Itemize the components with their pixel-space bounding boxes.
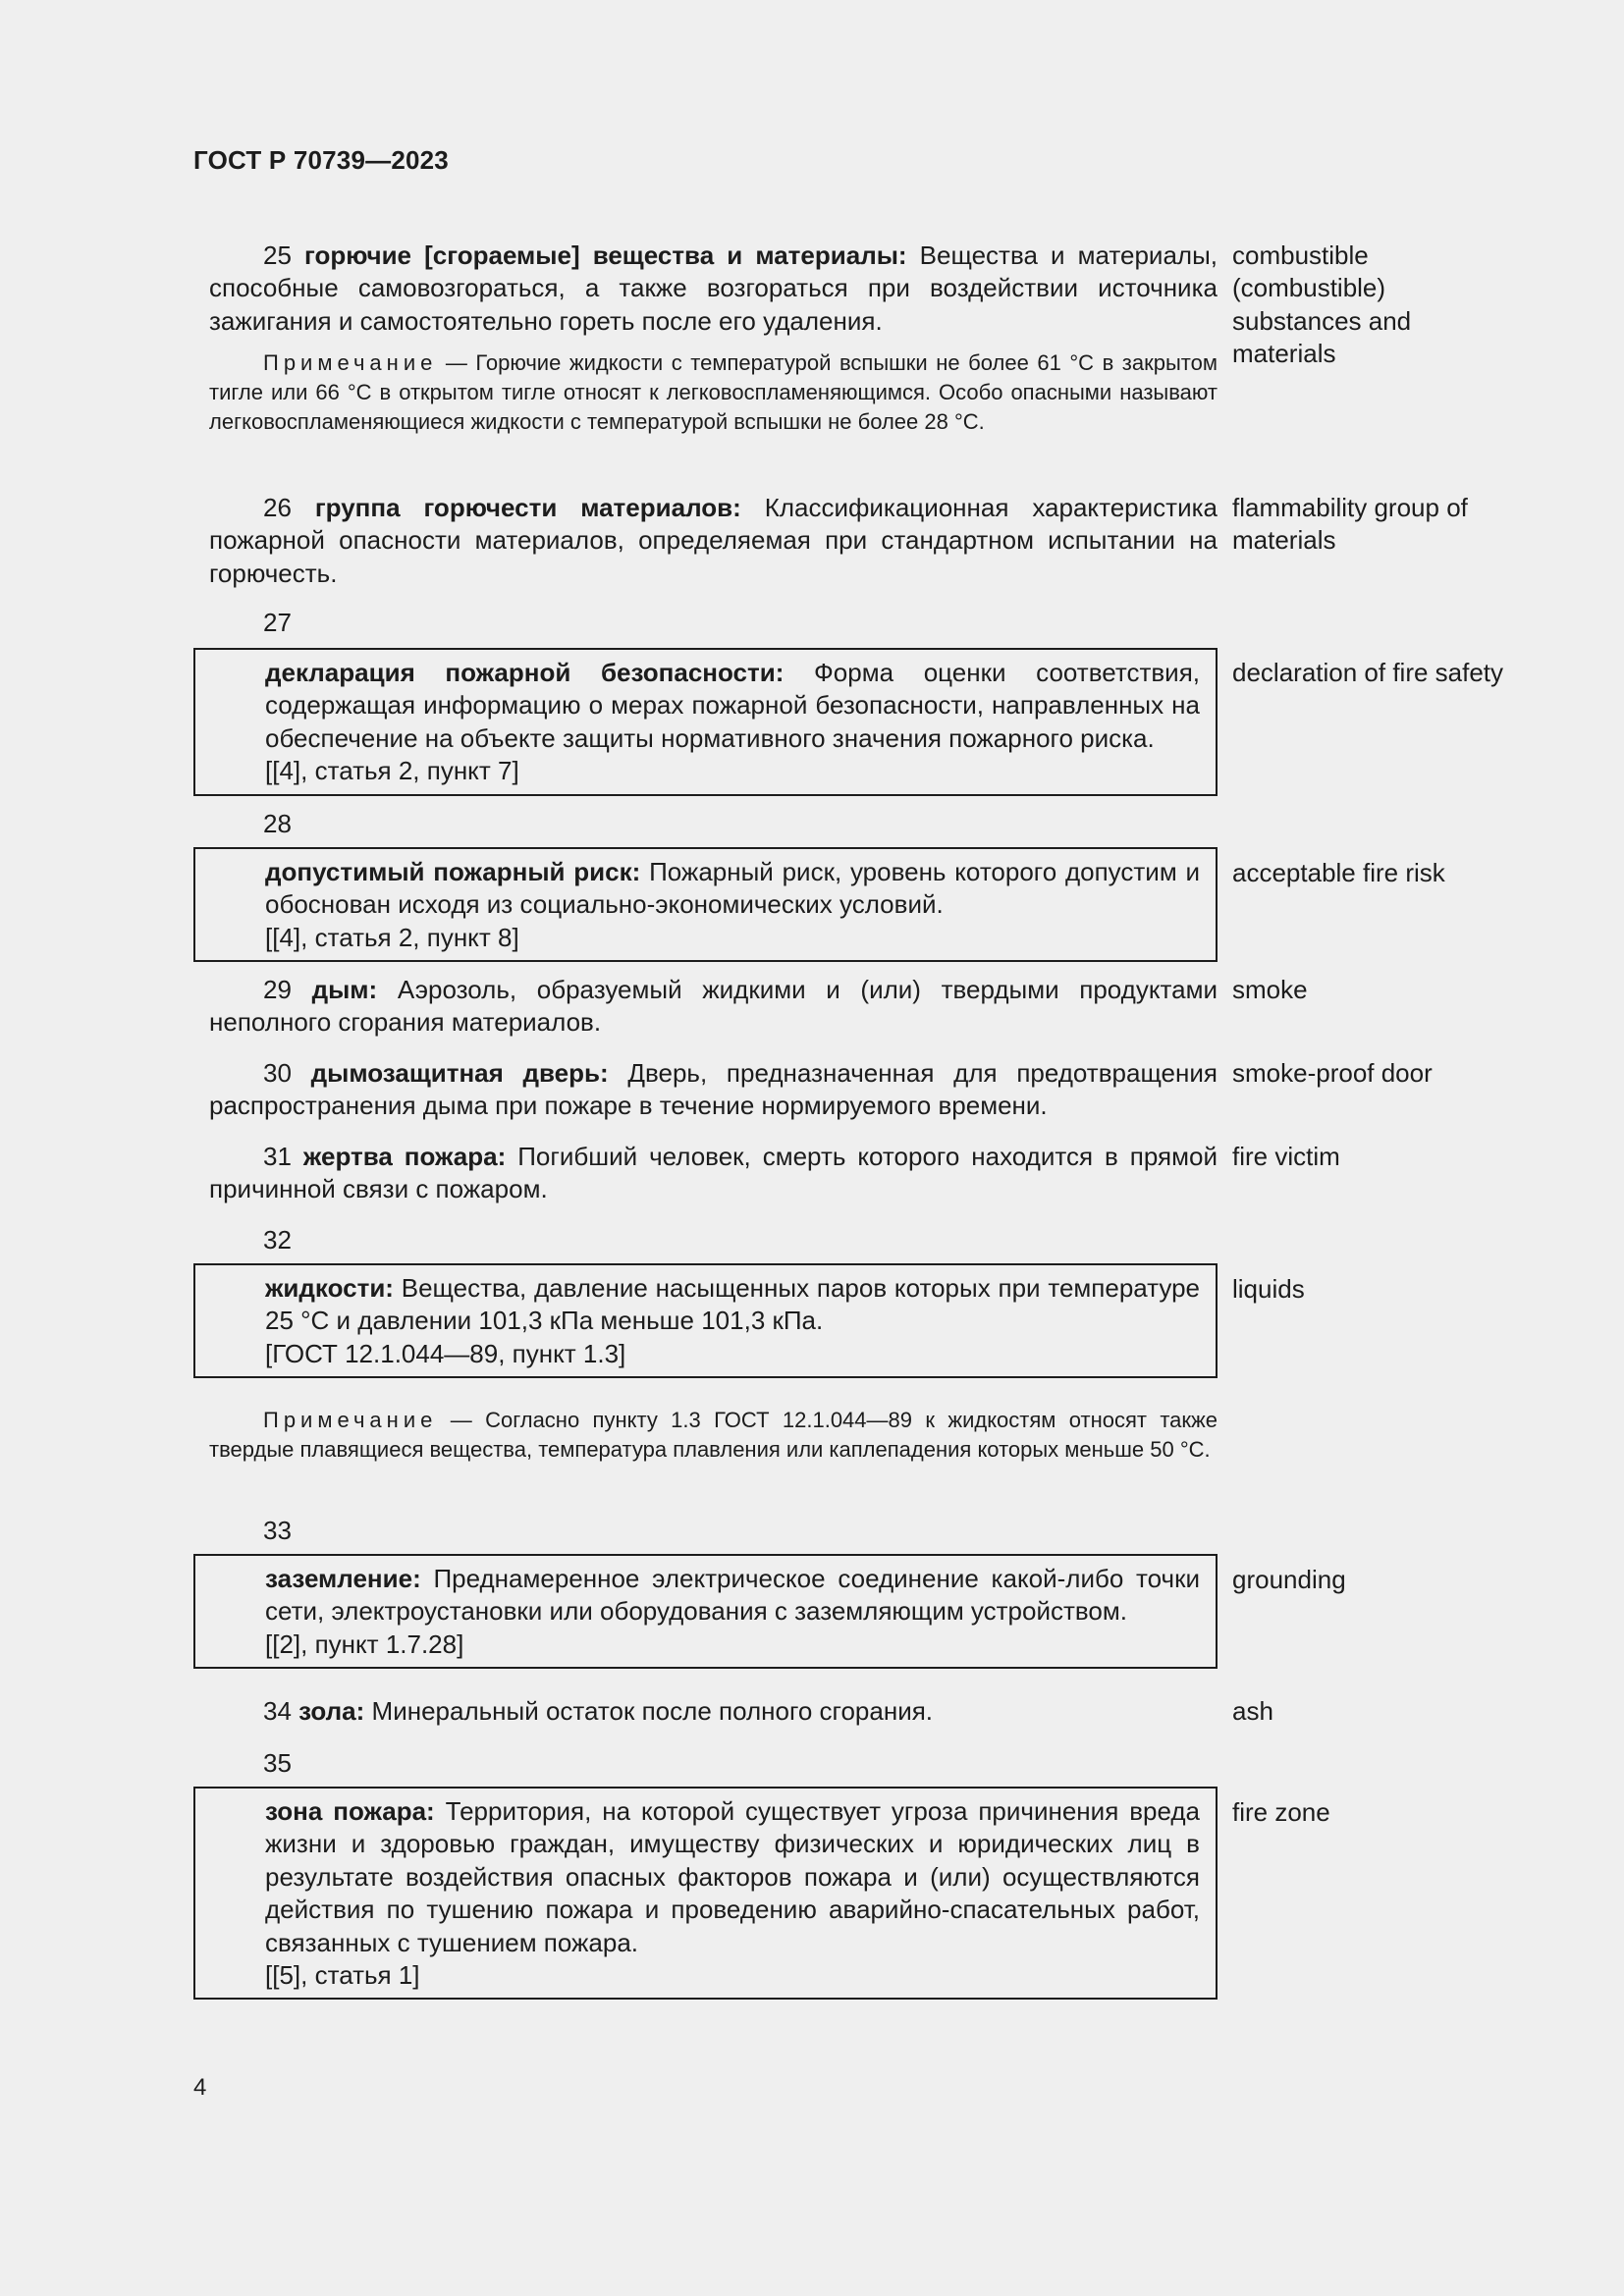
term-source: [[5], статья 1] (265, 1960, 420, 1991)
term-title: дым: (311, 975, 378, 1004)
term-box (193, 847, 1218, 962)
term-number: 29 (263, 975, 292, 1004)
term-number: 28 (263, 809, 292, 838)
term-definition: Погибший человек, смерть которого находится в прямой причинной связи с пожаром. (209, 1142, 1218, 1204)
term-definition: Вещества и материалы, способные самовозгораться, а также возгораться при воздействии источника зажигания и самостоятельно гореть после его удаления. (209, 240, 1218, 336)
term-text (193, 1141, 1218, 1206)
term-english: combustible (combustible) substances and materials (1232, 240, 1412, 369)
note-label: Примечание (263, 350, 438, 375)
term-english: grounding (1232, 1565, 1346, 1594)
term-number: 27 (263, 608, 292, 637)
term-box (193, 1554, 1218, 1669)
term-box (193, 1263, 1218, 1378)
term-title: зола: (298, 1696, 365, 1726)
term-title: декларация пожарной безопасности: (265, 658, 785, 687)
term-title: дымозащитная дверь: (310, 1058, 609, 1088)
term-box (193, 1787, 1218, 2000)
term-definition: Аэрозоль, образуемый жидкими и (или) твердыми продуктами неполного сгорания материалов. (209, 975, 1218, 1038)
term-note (193, 1406, 1218, 1465)
term-definition: Вещества, давление насыщенных паров которых при температуре 25 °С и давлении 101,3 кПа меньше 101,3 кПа. (265, 1273, 1200, 1336)
term-definition: Дверь, предназначенная для предотвращения распространения дыма при пожаре в течение нормируемого времени. (209, 1058, 1218, 1121)
term-definition: Пожарный риск, уровень которого допустим и обоснован исходя из социально-экономических условий. (265, 857, 1200, 920)
term-source: [[4], статья 2, пункт 7] (265, 756, 519, 786)
term-english: declaration of fire safety (1232, 658, 1504, 687)
term-number: 26 (263, 493, 292, 522)
term-box (193, 648, 1218, 796)
term-title: допустимый пожарный риск: (265, 857, 641, 886)
term-text (211, 856, 1200, 922)
term-title: зона пожара: (265, 1796, 435, 1826)
term-text (211, 1563, 1200, 1629)
term-english: smoke-proof door (1232, 1058, 1433, 1088)
term-definition: Территория, на которой существует угроза причинения вреда жизни и здоровью граждан, имуществу физических и юридических лиц в результате воздействия опасных факторов пожара и (или) осуществляются действия по тушению пожара и проведению аварийно-спасательных работ, связанных с тушением пожара. (265, 1796, 1200, 1957)
term-number: 33 (263, 1516, 292, 1545)
term-number: 34 (263, 1696, 292, 1726)
term-number: 35 (263, 1748, 292, 1778)
term-english: liquids (1232, 1274, 1305, 1304)
term-definition: Классификационная характеристика пожарной опасности материалов, определяемая при стандартном испытании на горючесть. (209, 493, 1218, 588)
term-source: [ГОСТ 12.1.044—89, пункт 1.3] (265, 1338, 626, 1368)
term-source: [[2], пункт 1.7.28] (265, 1629, 464, 1659)
note-text: — Горючие жидкости с температурой вспышки не более 61 °С в закрытом тигле или 66 °С в открытом тигле относят к легковоспламеняющимся. Особо опасными называют легковоспламеняющиеся жидкости с температурой вспышки не более 28 °С. (209, 350, 1218, 434)
page-number: 4 (193, 2074, 207, 2101)
term-number: 25 (263, 240, 292, 270)
term-definition: Преднамеренное электрическое соединение какой-либо точки сети, электроустановки или оборудования с заземляющим устройством. (265, 1564, 1200, 1627)
term-english: ash (1232, 1696, 1273, 1726)
term-source: [[4], статья 2, пункт 8] (265, 922, 519, 952)
term-definition: Форма оценки соответствия, содержащая информацию о мерах пожарной безопасности, направленных на обеспечение на объекте защиты нормативного значения пожарного риска. (265, 658, 1200, 753)
term-title: группа горючести материалов: (314, 493, 741, 522)
term-title: жертва пожара: (302, 1142, 507, 1171)
term-number: 31 (263, 1142, 292, 1171)
term-text (211, 1795, 1200, 1959)
term-english: flammability group of materials (1232, 493, 1468, 556)
term-text (211, 657, 1200, 755)
note-label: Примечание (263, 1408, 438, 1432)
term-text (193, 492, 1218, 590)
term-note (193, 348, 1218, 437)
term-title: горючие [сгораемые] вещества и материалы: (304, 240, 907, 270)
term-text (193, 1057, 1218, 1123)
term-text (193, 974, 1218, 1040)
term-english: smoke (1232, 975, 1308, 1004)
term-text (193, 1695, 1218, 1728)
term-title: заземление: (265, 1564, 421, 1593)
term-text (193, 240, 1218, 338)
term-number: 30 (263, 1058, 292, 1088)
term-title: жидкости: (265, 1273, 394, 1303)
term-english: acceptable fire risk (1232, 858, 1445, 887)
term-definition: Минеральный остаток после полного сгорания. (364, 1696, 934, 1726)
term-text (211, 1272, 1200, 1338)
term-number: 32 (263, 1225, 292, 1255)
term-english: fire zone (1232, 1797, 1330, 1827)
term-english: fire victim (1232, 1142, 1340, 1171)
note-text: — Согласно пункту 1.3 ГОСТ 12.1.044—89 к жидкостям относят также твердые плавящиеся вещества, температура плавления или каплепадения которых меньше 50 °С. (209, 1408, 1218, 1462)
document-header: ГОСТ Р 70739—2023 (193, 145, 449, 175)
